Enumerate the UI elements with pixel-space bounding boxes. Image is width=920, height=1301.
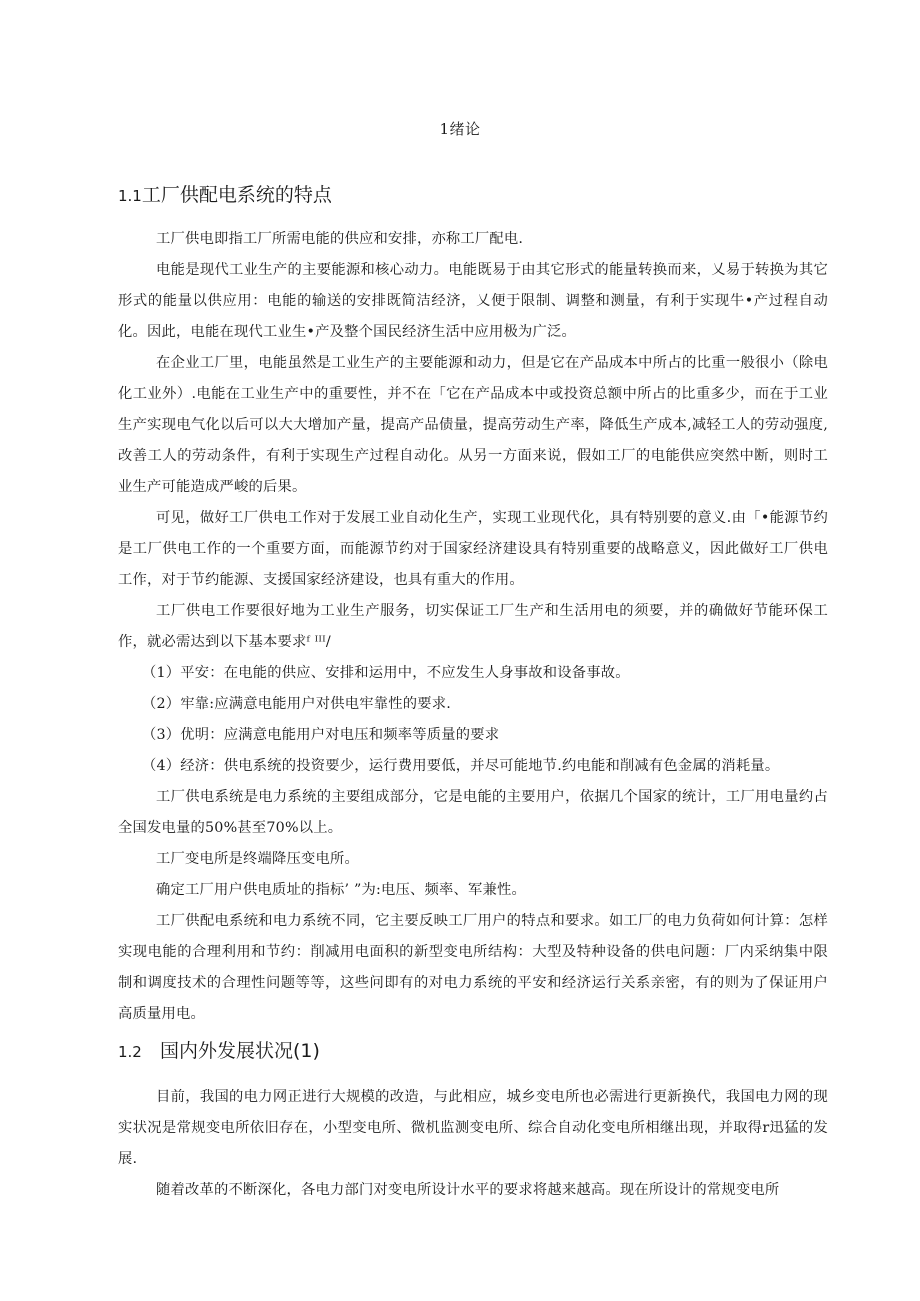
section-heading-1-2 <box>118 1036 320 1063</box>
section-number: 1.2 <box>118 1043 142 1061</box>
paragraph: 电能是现代工业生产的主要能源和核心动力。电能既易于由其它形式的能量转换而来，乂易于转换为其它形式的能量以供应用：电能的输送的安排既简洁经济，乂便于限制、调整和测量，有利于实现牛•产过程自动化。因此，电能在现代工业生•产及整个国民经济生活中应用极为广泛。 <box>118 262 828 340</box>
section-title: 工厂供配电系统的特点 <box>141 184 332 206</box>
requirement-item: （3）优明：应满意电能用户对电压和频率等质量的要求 <box>142 727 500 743</box>
requirement-item: （4）经济：供电系统的投资要少，运行费用要低，并尽可能地节.约电能和削减有色金属的消耗量。 <box>142 758 780 774</box>
paragraph: 随着改革的不断深化，各电力部门对变电所设计水平的要求将越来越高。现在所设计的常规变电所 <box>156 1182 780 1198</box>
paragraph: 目前，我国的电力网正进行大规模的改造，与此相应，城乡变电所也必需进行更新换代，我国电力网的现实状况是常规变电所依旧存在，小型变电所、微机监测变电所、综合自动化变电所相继出现，并取得r迅猛的发展. <box>118 1089 828 1167</box>
paragraph: 工厂供电工作要很好地为工业生产服务，切实保证工厂生产和生活用电的须要，并的确做好节能环保工作，就必需达到以下基本要求ᶠ ᴵᴵᴵ/ <box>118 603 828 650</box>
paragraph: 可见，做好工厂供电工作对于发展工业自动化生产，实现工业现代化，具有特别要的意义.由「•能源节约是工厂供电工作的一个重要方面，而能源节约对于国家经济建设具有特别重要的战略意义，因此做好工厂供电工作，对于节约能源、支援国家经济建设，也具有重大的作用。 <box>118 510 828 588</box>
section-number: 1.1 <box>118 187 142 205</box>
paragraph: 在企业工厂里，电能虽然是工业生产的主要能源和动力，但是它在产品成本中所占的比重一般很小（除电化工业外）.电能在工业生产中的重要性，并不在「它在产品成本中或投资总额中所占的比重多少，而在于工业生产实现电气化以后可以大大增加产量，提高产品债量，提高劳动生产率，降低生产成本,减轻工人的劳动强度,改善工人的劳动条件，有利于实现生产过程自动化。从另一方面来说，假如工厂的电能供应突然中断，则时工业生产可能造成严峻的后果。 <box>118 355 828 495</box>
section-title: 国内外发展状况(1) <box>160 1040 320 1062</box>
requirement-item: （2）牢靠:应满意电能用户对供电牢靠性的要求. <box>142 696 451 712</box>
requirement-item: （1）平安：在电能的供应、安排和运用中，不应发生人身事故和设备事故。 <box>142 665 630 681</box>
section-heading-1-1 <box>118 180 332 207</box>
paragraph: 确定工厂用户供电质址的指标’ ”为:电压、频率、军兼性。 <box>156 882 526 898</box>
paragraph: 工厂供配电系统和电力系统不同，它主要反映工厂用户的特点和要求。如工厂的电力负荷如何计算：怎样实现电能的合理利用和节约：削减用电面积的新型变电所结构：大型及特种设备的供电问题：厂内采纳集中限制和调度技术的合理性问题等等，这些问即有的对电力系统的平安和经济运行关系亲密，有的则为了保证用户高质量用电。 <box>118 913 828 1022</box>
paragraph: 工厂供电即指工厂所需电能的供应和安排，亦称工厂配电. <box>156 231 524 247</box>
paragraph: 工厂变电所是终端降压变电所。 <box>156 851 359 867</box>
chapter-title: 1绪论 <box>439 120 481 138</box>
paragraph: 工厂供电系统是电力系统的主要组成部分，它是电能的主要用户，依据几个国家的统计，工厂用电量约占全国发电量的50%甚至70%以上。 <box>118 789 828 836</box>
